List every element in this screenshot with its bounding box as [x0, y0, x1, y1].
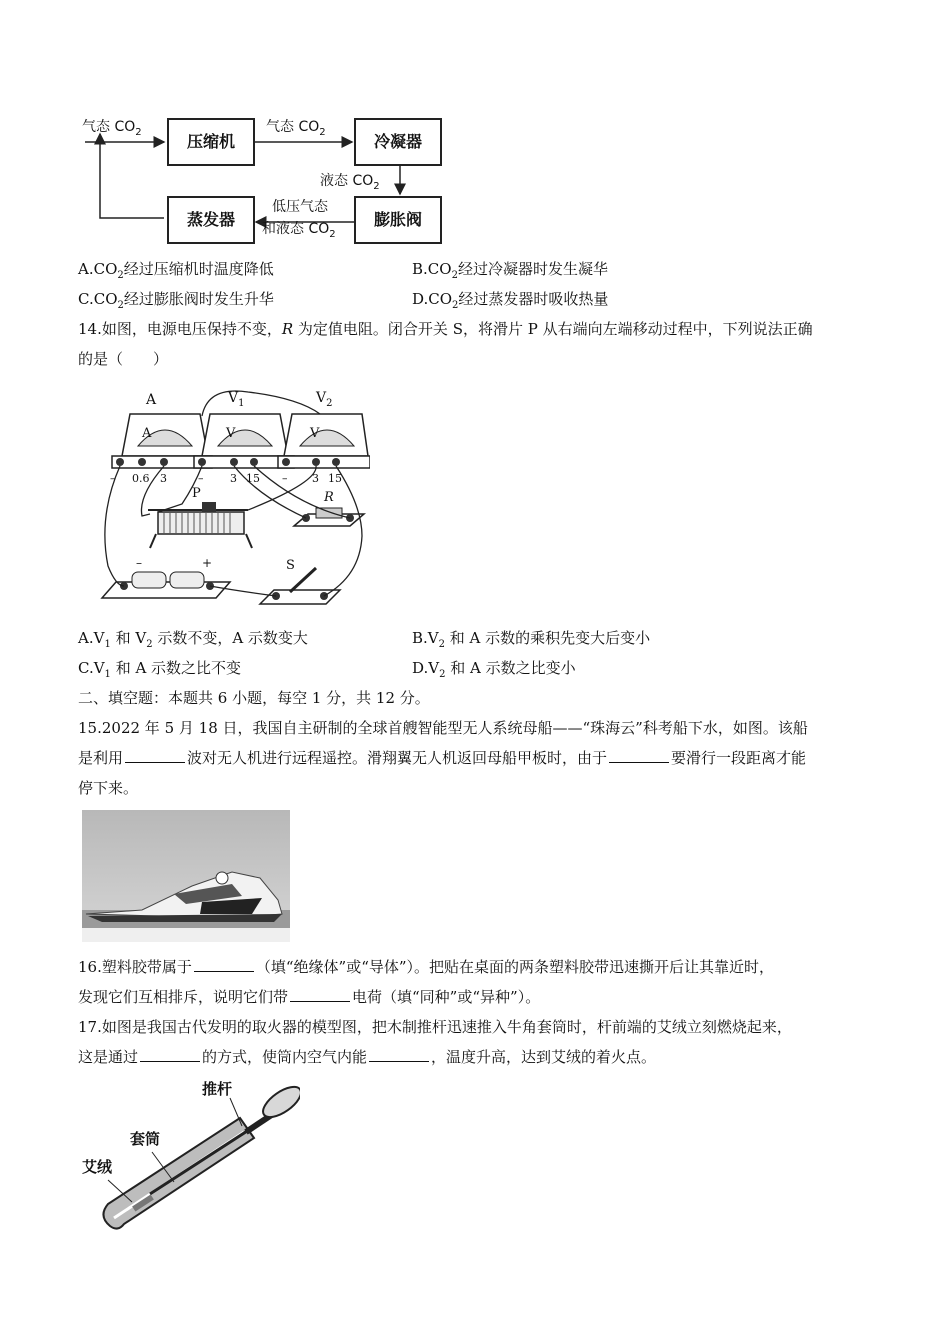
- term-v1-3: 3: [230, 472, 237, 485]
- battery-plus: +: [202, 556, 213, 570]
- q14-option-c: $C.V_1$ 和 A 示数之比不变: [78, 659, 242, 680]
- meter-v1-label: $V_1$: [228, 390, 245, 409]
- fire-piston-drawing: [80, 1076, 300, 1238]
- q13-option-d: $D.CO_2$经过蒸发器时吸收热量: [412, 290, 609, 311]
- resistor-r-label: R: [324, 490, 334, 505]
- label-gas-co2-top: 气态 $CO_2$: [266, 119, 326, 138]
- compressor-box: 压缩机: [167, 118, 255, 166]
- voltmeter-v2-base: [278, 456, 370, 468]
- term-a-3: 3: [160, 472, 167, 485]
- condenser-box: 冷凝器: [354, 118, 442, 166]
- arrow-loop-back: [100, 134, 164, 218]
- q14-option-b: $B.V_2$ 和 A 示数的乘积先变大后变小: [412, 629, 651, 650]
- term-a-06: 0.6: [132, 472, 150, 485]
- label-liquid-co2: 液态 $CO_2$: [320, 173, 380, 192]
- label-low-pressure-2: 和液态 $CO_2$: [262, 221, 336, 240]
- q16-blank-2[interactable]: [290, 987, 350, 1002]
- ship-drawing: [82, 810, 290, 942]
- rod: [150, 1124, 258, 1194]
- label-low-pressure-1: 低压气态: [272, 199, 328, 215]
- q16-line1: 16.塑料胶带属于 （填“绝缘体”或“导体”）。把贴在桌面的两条塑料胶带迅速撕开后让其靠近时，: [78, 958, 775, 976]
- switch-base: [260, 590, 340, 604]
- q13-option-b: $B.CO_2$经过冷凝器时发生凝华: [412, 260, 608, 281]
- sleeve-tube: [103, 1118, 254, 1229]
- dial-v1-label: V: [226, 426, 236, 441]
- q14-stem-line2: 的是（ ）: [78, 350, 169, 368]
- label-sleeve: 套筒: [130, 1130, 161, 1148]
- circuit-figure: [98, 386, 370, 608]
- term-v1-neg: –: [198, 472, 204, 485]
- meter-a-label: A: [146, 392, 157, 408]
- dial-a-label: A: [142, 426, 152, 441]
- evaporator-box: 蒸发器: [167, 196, 255, 244]
- resistor: [316, 508, 342, 518]
- cell-2: [170, 572, 204, 588]
- label-moxa: 艾绒: [82, 1158, 113, 1176]
- q16-blank-1[interactable]: [194, 957, 254, 972]
- term-v1-15: 15: [246, 472, 260, 485]
- q17-line1: 17.如图是我国古代发明的取火器的模型图，把木制推杆迅速推入牛角套筒时，杆前端的艾绒立刻燃烧起来，: [78, 1018, 792, 1036]
- term-v2-neg: –: [282, 472, 288, 485]
- q17-blank-1[interactable]: [140, 1047, 200, 1062]
- term-v2-3: 3: [312, 472, 319, 485]
- term-a-neg: –: [110, 472, 116, 485]
- expansion-valve-box: 膨胀阀: [354, 196, 442, 244]
- ship-photo: [82, 810, 290, 942]
- q14-stem-line1: 14.如图，电源电压保持不变，R 为定值电阻。闭合开关 S，将滑片 P 从右端向左端移动过程中，下列说法正确: [78, 320, 813, 338]
- slider-p-label: P: [192, 486, 201, 501]
- q15-line1: 15.2022 年 5 月 18 日，我国自主研制的全球首艘智能型无人系统母船——“珠海云”科考船下水，如图。该船: [78, 719, 808, 737]
- fire-piston-figure: [80, 1076, 300, 1238]
- cell-1: [132, 572, 166, 588]
- meter-v2-label: $V_2$: [316, 390, 333, 409]
- rheostat-body: [158, 512, 244, 534]
- battery-minus: –: [136, 556, 142, 570]
- q13-option-a: $A.CO_2$经过压缩机时温度降低: [78, 260, 274, 281]
- q13-option-c: $C.CO_2$经过膨胀阀时发生升华: [78, 290, 274, 311]
- slider: [202, 502, 216, 512]
- q16-line2: 发现它们互相排斥，说明它们带 电荷（填“同种”或“异种”）。: [78, 988, 541, 1006]
- q15-line2: 是利用 波对无人机进行远程遥控。滑翔翼无人机返回母船甲板时，由于 要滑行一段距离才能: [78, 749, 807, 767]
- rod-handle: [258, 1081, 300, 1123]
- switch-s-label: S: [286, 558, 295, 573]
- label-push-rod: 推杆: [202, 1080, 233, 1098]
- q15-line3: 停下来。: [78, 779, 139, 797]
- term-v2-15: 15: [328, 472, 342, 485]
- q15-blank-2[interactable]: [609, 748, 669, 763]
- q17-blank-2[interactable]: [369, 1047, 429, 1062]
- label-gas-co2-left: 气态 $CO_2$: [82, 119, 142, 138]
- dial-v2-label: V: [310, 426, 320, 441]
- q17-line2: 这是通过 的方式，使筒内空气内能 ，温度升高，达到艾绒的着火点。: [78, 1048, 657, 1066]
- q14-option-d: $D.V_2$ 和 A 示数之比变小: [412, 659, 576, 680]
- q15-blank-1[interactable]: [125, 748, 185, 763]
- q14-option-a: $A.V_1$ 和 $V_2$ 示数不变，A 示数变大: [78, 629, 308, 650]
- section-2-heading: 二、填空题：本题共 6 小题，每空 1 分，共 12 分。: [78, 689, 430, 707]
